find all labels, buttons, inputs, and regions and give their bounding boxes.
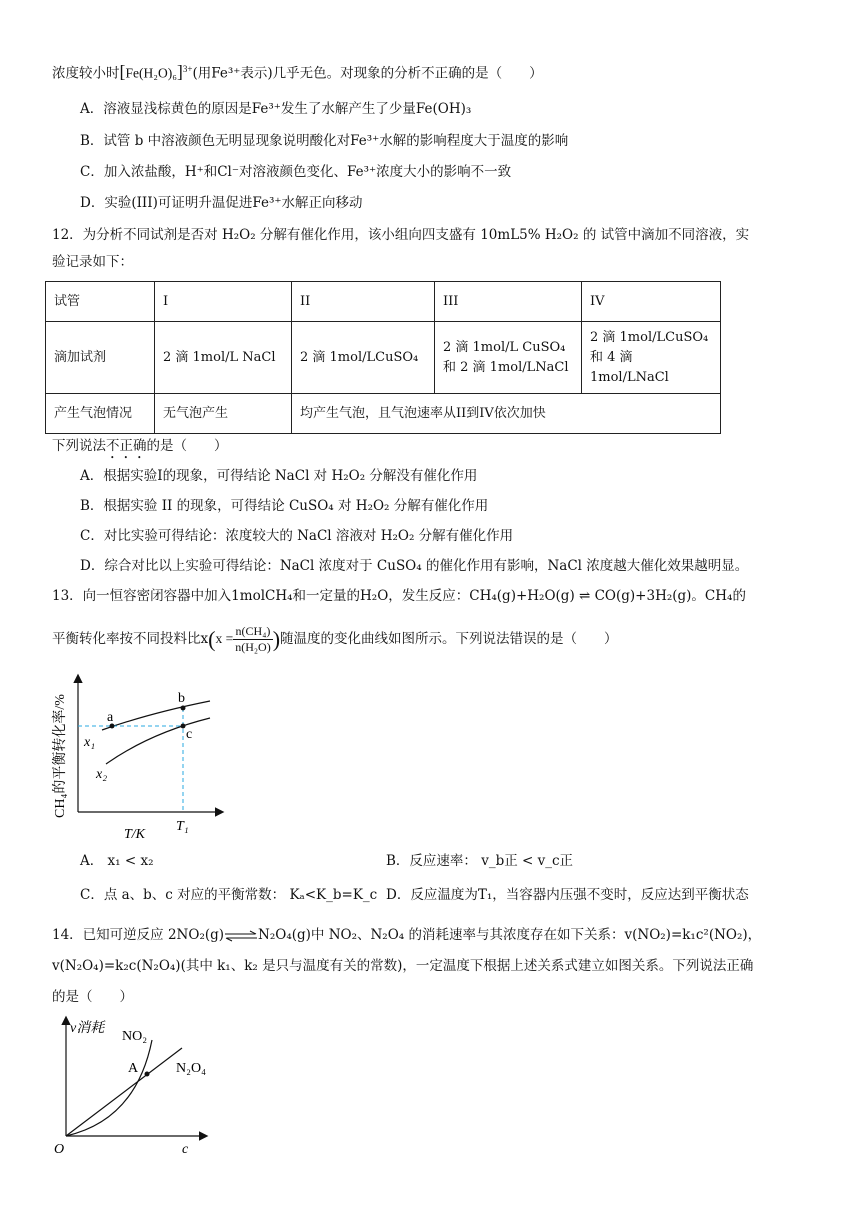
q13-option-c: C．点 a、b、c 对应的平衡常数： Kₐ<K_b=K_c <box>80 887 378 903</box>
curve-no2 <box>66 1040 152 1136</box>
q13-option-a: A． x₁ < x₂ <box>80 853 154 869</box>
q14-stem-line1: 14．已知可逆反应 2NO₂(g) N₂O₄(g)中 NO₂、N₂O₄ 的消耗速率与其浓度存在如下关系：v(NO₂)=k₁c²(NO₂)， <box>52 927 762 943</box>
table-row <box>46 282 721 322</box>
q12-question: 下列说法不正确的是（ ） <box>52 438 228 454</box>
q11-option-d: D．实验(III)可证明升温促进Fe³⁺水解正向移动 <box>80 195 363 211</box>
q12-option-b: B．根据实验 II 的现象，可得结论 CuSO₄ 对 H₂O₂ 分解有催化作用 <box>80 498 489 514</box>
label-c: c <box>186 727 193 742</box>
label-n2o4: N₂O₄ <box>176 1061 206 1076</box>
point-c <box>181 724 186 729</box>
q12-stem-line2: 验记录如下： <box>52 254 133 270</box>
table-row <box>46 394 721 434</box>
q14-stem-line3: 的是（ ） <box>52 989 133 1005</box>
table-label-reagent: 滴加试剂 <box>46 322 155 394</box>
table-reagent-III-line1: 2 滴 1mol/L CuSO₄ <box>443 339 566 355</box>
curve-x2 <box>106 718 210 764</box>
label-x1: x₁ <box>84 735 96 750</box>
table-reagent-IV <box>582 322 721 394</box>
y-axis-label: CH₄的平衡转化率/% <box>53 694 68 818</box>
table-reagent-IV-line1: 2 滴 1mol/LCuSO₄ <box>590 329 709 345</box>
q13-option-d: D．反应温度为T₁，当容器内压强不变时，反应达到平衡状态 <box>386 887 749 903</box>
q11-option-b: B．试管 b 中溶液颜色无明显现象说明酸化对Fe³⁺水解的影响程度大于温度的影响 <box>80 133 569 149</box>
table-reagent-III-line2: 和 2 滴 1mol/LNaCl <box>443 359 569 375</box>
x-axis-label: c <box>182 1142 189 1157</box>
q13-stem-line1: 13．向一恒容密闭容器中加入1molCH₄和一定量的H₂O，发生反应：CH₄(g)+H₂O(g) ⇌ CO(g)+3H₂(g)。CH₄的 <box>52 588 746 604</box>
table-header-IV: IV <box>582 282 721 322</box>
q11-option-c: C．加入浓盐酸，H⁺和Cl⁻对溶液颜色变化、Fe³⁺浓度大小的影响不一致 <box>80 164 512 180</box>
origin-label: O <box>54 1142 65 1157</box>
q12-option-a: A．根据实验I的现象，可得结论 NaCl 对 H₂O₂ 分解没有催化作用 <box>80 468 478 484</box>
table-row <box>46 322 721 394</box>
label-x2: x₂ <box>96 767 108 782</box>
q13-conversion-graph <box>40 668 240 848</box>
table-reagent-III <box>435 322 582 394</box>
q14-stem-line2: v(N₂O₄)=k₂c(N₂O₄)(其中 k₁、k₂ 是只与温度有关的常数)，一定温度下根据上述关系式建立如图关系。下列说法正确 <box>52 958 754 974</box>
emphasis-not-correct: 不正确 <box>106 438 147 454</box>
reversible-arrow-icon <box>224 930 258 942</box>
table-header-II: II <box>292 282 435 322</box>
table-reagent-IV-line2: 和 4 滴 1mol/LNaCl <box>590 349 669 385</box>
q11-intro: 浓度较小时$[Fe(H_2O)_6]^{3+}$(用Fe³⁺表示)几乎无色。对现象的分析不正确的是（ ） <box>52 61 543 82</box>
table-bubbles-rest: 均产生气泡，且气泡速率从II到IV依次加快 <box>292 394 721 434</box>
table-reagent-II: 2 滴 1mol/LCuSO₄ <box>292 322 435 394</box>
q12-option-c: C．对比实验可得结论：浓度较大的 NaCl 溶液对 H₂O₂ 分解有催化作用 <box>80 528 514 544</box>
x-axis-label: T/K <box>124 827 146 842</box>
table-reagent-I: 2 滴 1mol/L NaCl <box>155 322 292 394</box>
label-a: a <box>107 710 114 725</box>
label-no2: NO₂ <box>122 1029 148 1044</box>
ratio-fraction: $\frac{\text{n(CH₄)}}{\text{n(H₂O)}}$ <box>235 624 271 654</box>
point-A <box>145 1072 150 1077</box>
q11-option-a: A．溶液显浅棕黄色的原因是Fe³⁺发生了水解产生了少量Fe(OH)₃ <box>80 101 472 117</box>
q14-rate-graph <box>46 1010 226 1160</box>
y-axis-label: v消耗 <box>70 1021 105 1036</box>
q12-stem-line1: 12．为分析不同试剂是否对 H₂O₂ 分解有催化作用，该小组向四支盛有 10mL5% H₂O₂ 的 试管中滴加不同溶液，实 <box>52 227 750 243</box>
label-b: b <box>178 691 185 706</box>
table-bubbles-I: 无气泡产生 <box>155 394 292 434</box>
q13-option-b: B．反应速率： v_b正 < v_c正 <box>386 853 574 869</box>
q12-experiment-table <box>45 281 721 434</box>
table-header-III: III <box>435 282 582 322</box>
label-A: A <box>128 1061 139 1076</box>
table-header-tube: 试管 <box>46 282 155 322</box>
q13-stem-line2: 平衡转化率按不同投料比x(x = $\frac{\text{n(CH₄)}}{\text{n(H₂O)}}$ )随温度的变化曲线如图所示。下列说法错误的是（ ） <box>52 624 618 654</box>
q12-option-d: D．综合对比以上实验可得结论：NaCl 浓度对于 CuSO₄ 的催化作用有影响，NaCl 浓度越大催化效果越明显。 <box>80 558 749 574</box>
table-label-bubbles: 产生气泡情况 <box>46 394 155 434</box>
table-header-I: I <box>155 282 292 322</box>
line-n2o4 <box>66 1048 182 1136</box>
tick-T1: T₁ <box>176 819 189 834</box>
point-b <box>181 706 186 711</box>
